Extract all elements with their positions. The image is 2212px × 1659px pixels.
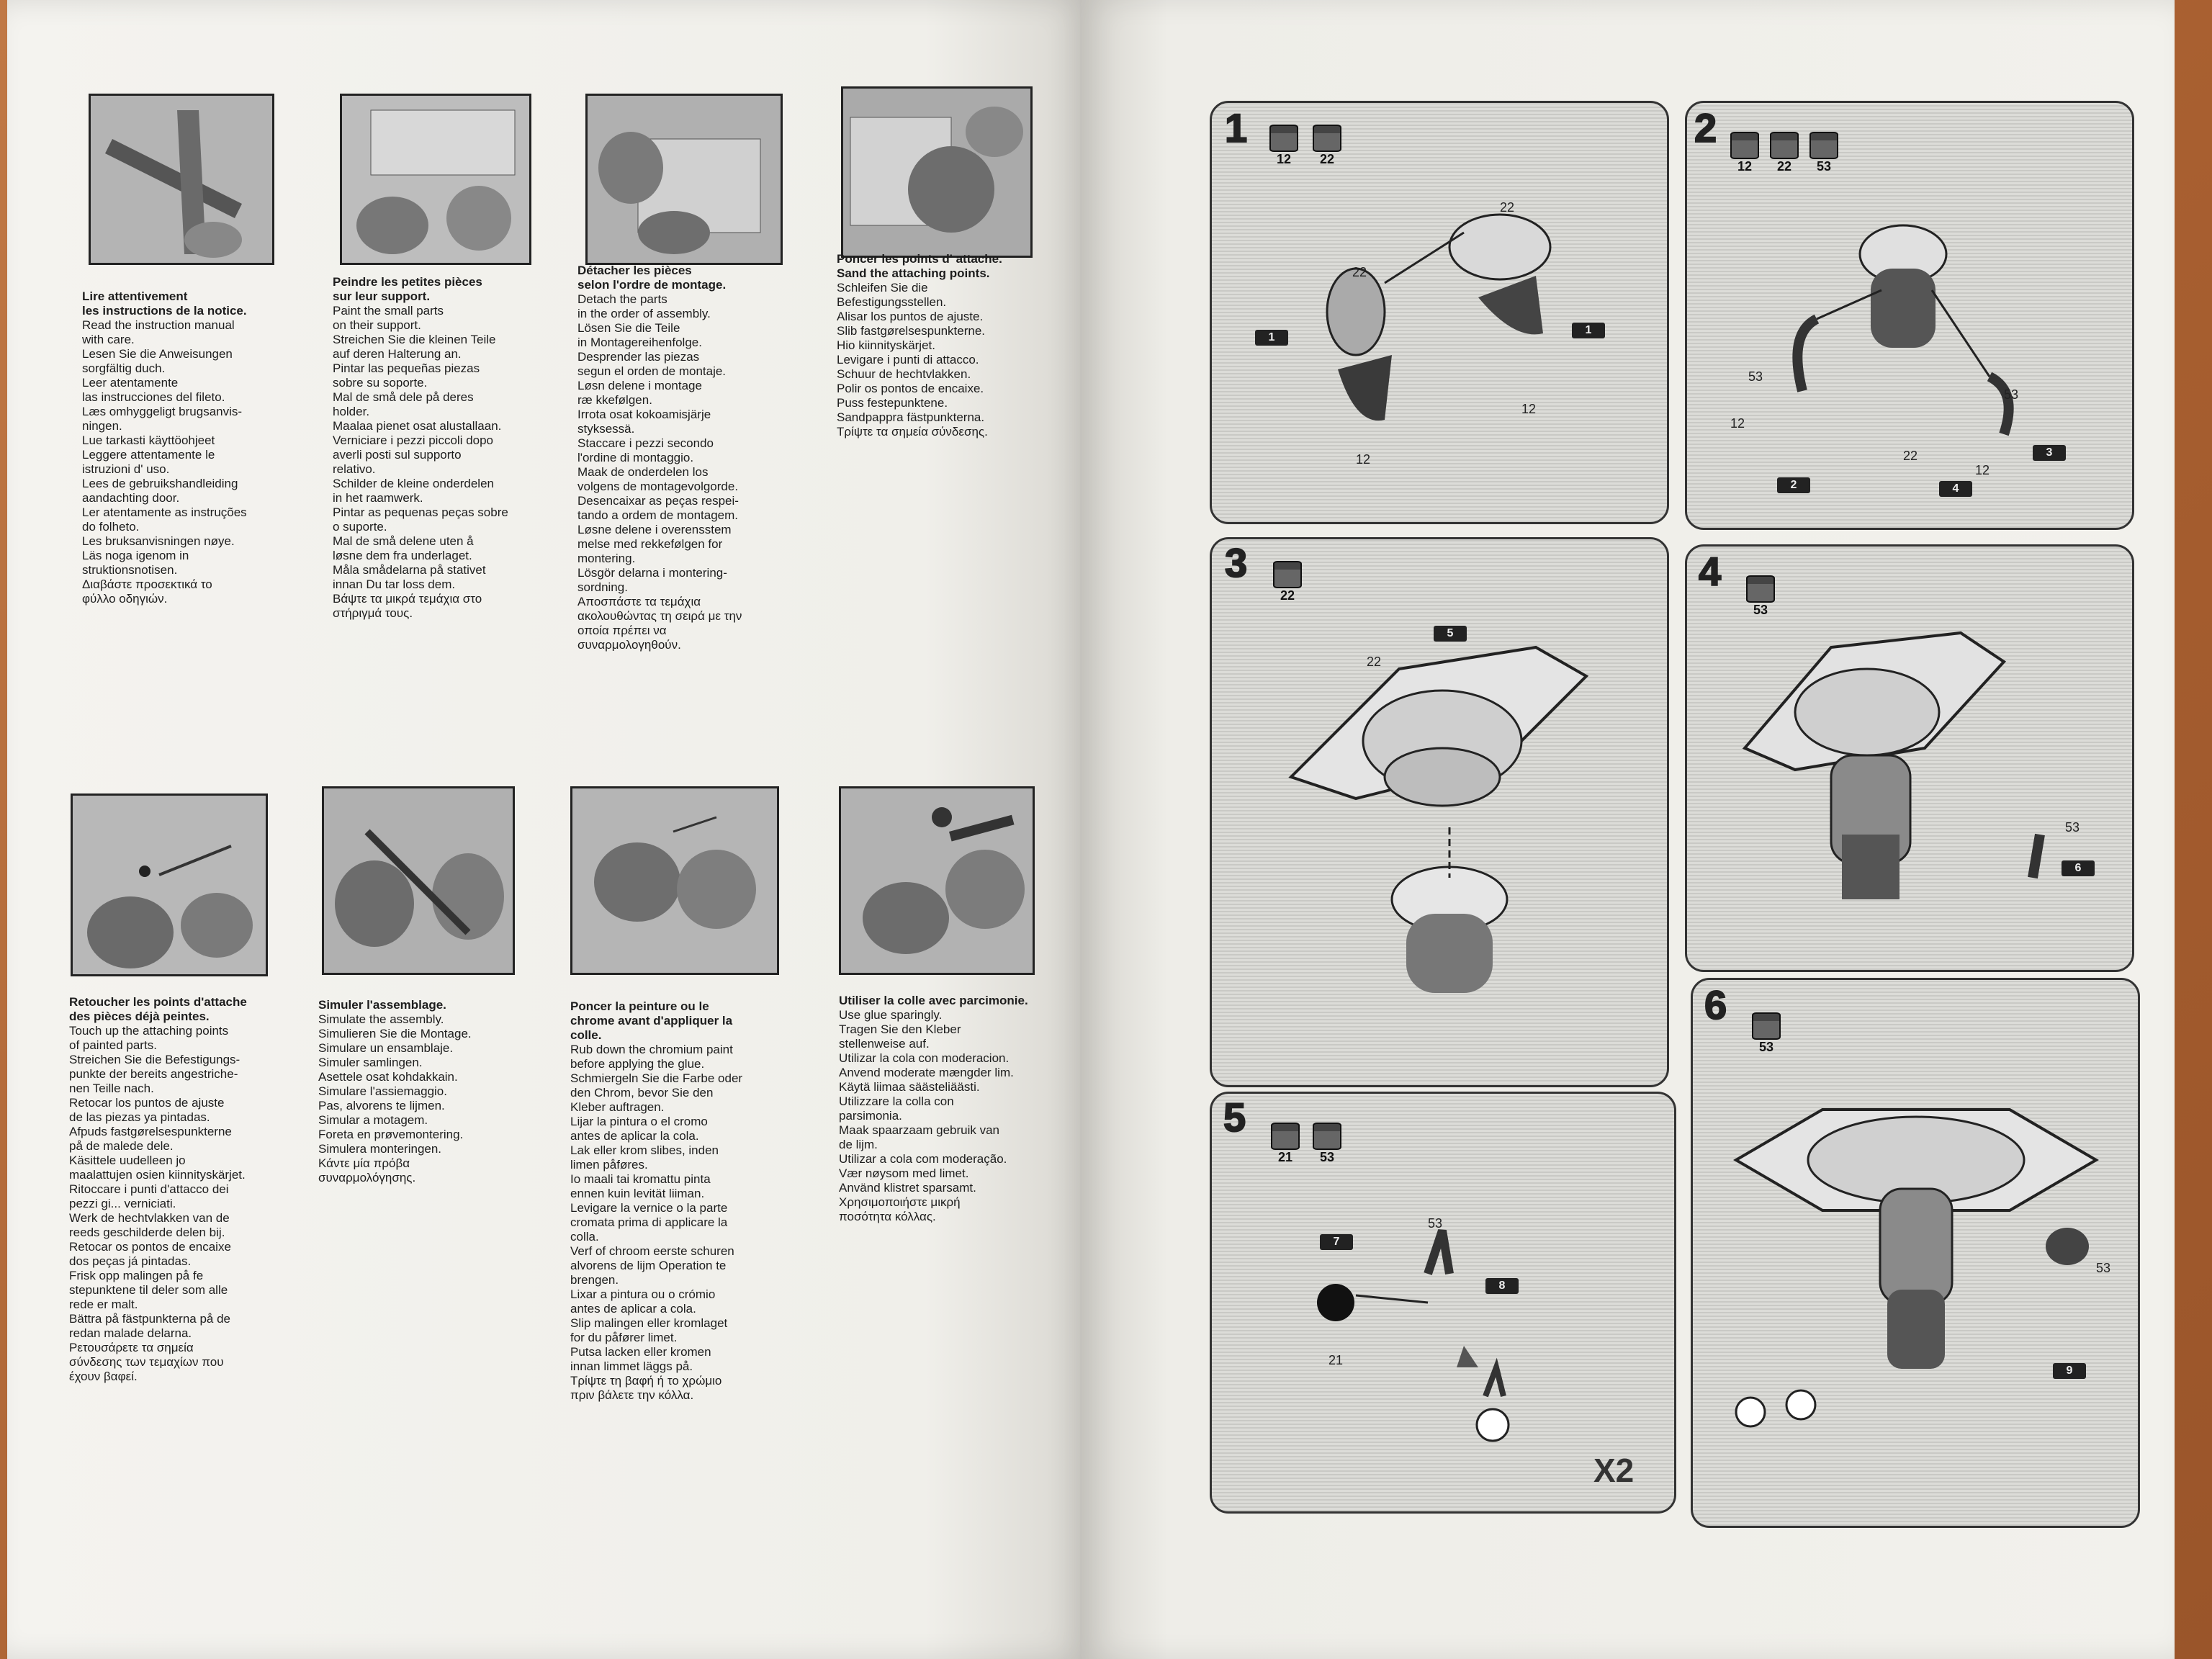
instruction-line: Werk de hechtvlakken van de — [69, 1211, 230, 1225]
step-text-rub-down — [570, 999, 742, 1403]
part-label: 53 — [1428, 1216, 1443, 1231]
instruction-line: Desencaixar as peças respei- — [577, 494, 739, 508]
right-page — [1080, 0, 2175, 1659]
instruction-line: chrome avant d'appliquer la — [570, 1014, 733, 1028]
instruction-line: Schmiergeln Sie die Farbe oder — [570, 1071, 743, 1085]
instruction-line: tando a ordem de montagem. — [577, 508, 739, 522]
instruction-line: colla. — [570, 1230, 599, 1244]
instruction-line: Lue tarkasti käyttöohjeet — [82, 433, 215, 447]
instruction-line: innan limmet läggs på. — [570, 1359, 693, 1373]
instruction-line: Simuler l'assemblage. — [318, 998, 446, 1012]
instruction-line: Χρησιμοποιήστε μικρή — [839, 1195, 961, 1209]
instruction-line: den Chrom, bevor Sie den — [570, 1086, 714, 1100]
assembly-panel-2 — [1685, 101, 2134, 530]
step-text-use-glue — [839, 994, 1028, 1224]
part-label: 53 — [2096, 1261, 2111, 1275]
instruction-line: συναρμολόγησης. — [318, 1171, 416, 1184]
part-tag: 9 — [2053, 1363, 2086, 1379]
instruction-line: sobre su soporte. — [333, 376, 428, 390]
step-text-touch-up — [69, 995, 247, 1384]
step-text-simulate-assembly — [318, 998, 472, 1185]
instruction-line: Retocar os pontos de encaixe — [69, 1240, 231, 1254]
instruction-line: Utilizar la cola con moderacion. — [839, 1051, 1010, 1065]
instruction-line: Puss festepunktene. — [837, 396, 948, 410]
instruction-line: Rub down the chromium paint — [570, 1043, 733, 1056]
paint-pot: 21 — [1271, 1123, 1300, 1165]
instruction-line: Αποσπάστε τα τεμάχια — [577, 595, 701, 608]
part-label: 12 — [1730, 416, 1745, 431]
instruction-line: Poncer les points d' attache. — [837, 252, 1002, 266]
step-photo-use-glue — [839, 786, 1035, 975]
instruction-line: Desprender las piezas — [577, 350, 700, 364]
instruction-line: Käytä liimaa säästeliäästi. — [839, 1080, 980, 1094]
instruction-line: πριν βάλετε την κόλλα. — [570, 1388, 694, 1402]
instruction-line: Løsne delene i overensstem — [577, 523, 732, 536]
instruction-line: sur leur support. — [333, 289, 431, 303]
step-photo-detach-parts — [585, 94, 783, 265]
instruction-line: in the order of assembly. — [577, 307, 711, 320]
instruction-line: Putsa lacken eller kromen — [570, 1345, 711, 1359]
instruction-line: Ritoccare i punti d'attacco dei — [69, 1182, 229, 1196]
instruction-line: Sandpappra fästpunkterna. — [837, 410, 985, 424]
instruction-line: Schuur de hechtvlakken. — [837, 367, 971, 381]
step-photo-paint-parts — [340, 94, 531, 265]
instruction-line: Lak eller krom slibes, inden — [570, 1143, 719, 1157]
instruction-line: Mal de små dele på deres — [333, 390, 474, 404]
instruction-line: Alisar los puntos de ajuste. — [837, 310, 984, 323]
instruction-line: rede er malt. — [69, 1298, 138, 1311]
paint-pot: 22 — [1313, 125, 1341, 167]
part-label: 22 — [1500, 200, 1515, 215]
instruction-line: Schilder de kleine onderdelen — [333, 477, 494, 490]
instruction-line: in Montagereihenfolge. — [577, 336, 702, 349]
paint-pot: 12 — [1730, 132, 1759, 174]
instruction-line: Detach the parts — [577, 292, 667, 306]
paint-pot: 12 — [1269, 125, 1298, 167]
instruction-line: averli posti sul supporto — [333, 448, 462, 462]
instruction-line: punkte der bereits angestriche- — [69, 1067, 238, 1081]
part-label: 53 — [1748, 369, 1763, 384]
instruction-line: selon l'ordre de montage. — [577, 278, 727, 292]
instruction-line: limen påføres. — [570, 1158, 648, 1172]
instruction-line: volgens de montagevolgorde. — [577, 480, 739, 493]
instruction-line: Βάψτε τα μικρά τεμάχια στο — [333, 592, 482, 606]
step-text-read-manual — [82, 289, 247, 606]
part-label: 12 — [1521, 402, 1537, 416]
instruction-line: struktionsnotisen. — [82, 563, 178, 577]
instruction-line: Io maali tai kromattu pinta — [570, 1172, 711, 1186]
instruction-line: segun el orden de montaje. — [577, 364, 727, 378]
instruction-line: Leer atentamente — [82, 376, 179, 390]
part-tag: 3 — [2033, 445, 2066, 461]
instruction-line: parsimonia. — [839, 1109, 902, 1123]
instruction-line: antes de aplicar la cola. — [570, 1129, 699, 1143]
step-photo-read-manual — [89, 94, 274, 265]
step-number: 4 — [1699, 549, 1722, 594]
part-label: 12 — [1975, 463, 1990, 477]
instruction-line: Asettele osat kohdakkain. — [318, 1070, 458, 1084]
instruction-line: Simulera monteringen. — [318, 1142, 442, 1156]
instruction-line: Poncer la peinture ou le — [570, 999, 709, 1013]
step-text-sand-points — [837, 252, 1002, 439]
step-number: 3 — [1225, 540, 1248, 585]
instruction-line: Schleifen Sie die — [837, 281, 928, 295]
instruction-line: Read the instruction manual — [82, 318, 235, 332]
instruction-line: brengen. — [570, 1273, 619, 1287]
instruction-line: Use glue sparingly. — [839, 1008, 943, 1022]
instruction-line: Pintar las pequeñas piezas — [333, 361, 480, 375]
step-number: 5 — [1223, 1094, 1246, 1140]
instruction-line: stepunktene til deler som alle — [69, 1283, 228, 1297]
instruction-line: of painted parts. — [69, 1038, 157, 1052]
part-label: 53 — [2004, 387, 2019, 402]
instruction-line: sordning. — [577, 580, 628, 594]
instruction-line: Τρίψτε τη βαφή ή το χρώμιο — [570, 1374, 722, 1388]
step-photo-sand-points — [841, 86, 1033, 258]
assembly-panel-1 — [1210, 101, 1669, 524]
part-tag: 6 — [2062, 860, 2095, 876]
instruction-line: Simular a motagem. — [318, 1113, 428, 1127]
instruction-line: Simuler samlingen. — [318, 1056, 423, 1069]
instruction-line: Retocar los puntos de ajuste — [69, 1096, 225, 1110]
instruction-line: nen Teille nach. — [69, 1082, 154, 1095]
instruction-line: de las piezas ya pintadas. — [69, 1110, 210, 1124]
instruction-line: Leggere attentamente le — [82, 448, 215, 462]
instruction-line: ningen. — [82, 419, 122, 433]
instruction-line: Anvend moderate mængder lim. — [839, 1066, 1014, 1079]
instruction-line: holder. — [333, 405, 370, 418]
instruction-line: Ler atentamente as instruções — [82, 505, 247, 519]
instruction-line: Lösgör delarna i montering- — [577, 566, 727, 580]
part-label: 22 — [1352, 265, 1367, 279]
instruction-line: στήριγμά τους. — [333, 606, 413, 620]
step-photo-rub-down — [570, 786, 779, 975]
instruction-line: innan Du tar loss dem. — [333, 577, 456, 591]
instruction-line: dos peças já pintadas. — [69, 1254, 192, 1268]
assembly-panel-6 — [1691, 978, 2140, 1528]
step-text-paint-parts — [333, 275, 508, 621]
part-tag: 2 — [1777, 477, 1810, 493]
instruction-line: maalattujen osien kiinnityskärjet. — [69, 1168, 246, 1182]
assembly-panel-5 — [1210, 1092, 1676, 1514]
instruction-line: Ρετουσάρετε τα σημεία — [69, 1341, 194, 1354]
instruction-line: Simulate the assembly. — [318, 1012, 444, 1026]
instruction-line: cromata prima di applicare la — [570, 1215, 728, 1229]
instruction-line: Læs omhyggeligt brugsanvis- — [82, 405, 243, 418]
instruction-line: Sand the attaching points. — [837, 266, 990, 280]
step-text-detach-parts — [577, 264, 742, 652]
instruction-line: Streichen Sie die Befestigungs- — [69, 1053, 240, 1066]
instruction-line: Mal de små delene uten å — [333, 534, 474, 548]
instruction-line: Løsn delene i montage — [577, 379, 702, 392]
instruction-line: Bättra på fästpunkterna på de — [69, 1312, 230, 1326]
instruction-line: auf deren Halterung an. — [333, 347, 462, 361]
instruction-line: Kleber auftragen. — [570, 1100, 665, 1114]
instruction-line: φύλλο οδηγιών. — [82, 592, 168, 606]
instruction-line: Retoucher les points d'attache — [69, 995, 247, 1009]
instruction-line: Använd klistret sparsamt. — [839, 1181, 976, 1195]
instruction-line: συναρμολογηθούν. — [577, 638, 681, 652]
instruction-line: Lixar a pintura ou o crómio — [570, 1287, 716, 1301]
instruction-line: Hio kiinnityskärjet. — [837, 338, 935, 352]
instruction-line: l'ordine di montaggio. — [577, 451, 694, 464]
part-tag: 4 — [1939, 481, 1972, 497]
part-tag: 1 — [1255, 330, 1288, 346]
multiplier-label: X2 — [1593, 1452, 1635, 1489]
instruction-line: ακολουθώντας τη σειρά με την — [577, 609, 742, 623]
instruction-line: aandachting door. — [82, 491, 180, 505]
instruction-line: Détacher les pièces — [577, 264, 692, 277]
instruction-line: o suporte. — [333, 520, 387, 534]
step-number: 6 — [1704, 982, 1727, 1028]
instruction-line: before applying the glue. — [570, 1057, 705, 1071]
instruction-line: styksessä. — [577, 422, 635, 436]
instruction-line: les instructions de la notice. — [82, 304, 247, 318]
instruction-line: Frisk opp malingen på fe — [69, 1269, 204, 1282]
instruction-line: οποία πρέπει να — [577, 624, 667, 637]
instruction-line: Utiliser la colle avec parcimonie. — [839, 994, 1028, 1007]
instruction-line: Irrota osat kokoamisjärje — [577, 408, 711, 421]
part-label: 12 — [1356, 452, 1371, 467]
instruction-line: sorgfältig duch. — [82, 361, 166, 375]
instruction-line: las instrucciones del fileto. — [82, 390, 225, 404]
instruction-line: Maak de onderdelen los — [577, 465, 709, 479]
instruction-line: Utilizzare la colla con — [839, 1094, 954, 1108]
instruction-line: Pas, alvorens te lijmen. — [318, 1099, 445, 1112]
paint-pot: 53 — [1809, 132, 1838, 174]
instruction-line: Slib fastgørelsespunkterne. — [837, 324, 985, 338]
instruction-line: istruzioni d' uso. — [82, 462, 170, 476]
instruction-line: Les bruksanvisningen nøye. — [82, 534, 235, 548]
instruction-line: Paint the small parts — [333, 304, 444, 318]
instruction-line: Lesen Sie die Anweisungen — [82, 347, 233, 361]
instruction-line: Levigare i punti di attacco. — [837, 353, 979, 367]
instruction-line: Läs noga igenom in — [82, 549, 189, 562]
instruction-line: Foreta en prøvemontering. — [318, 1128, 464, 1141]
instruction-line: σύνδεσης των τεμαχίων που — [69, 1355, 224, 1369]
instruction-line: ποσότητα κόλλας. — [839, 1210, 936, 1223]
instruction-line: Befestigungsstellen. — [837, 295, 947, 309]
instruction-line: with care. — [82, 333, 135, 346]
instruction-line: ennen kuin levität liiman. — [570, 1187, 705, 1200]
part-tag: 7 — [1320, 1234, 1353, 1250]
instruction-line: Lösen Sie die Teile — [577, 321, 680, 335]
instruction-line: Simulare l'assiemaggio. — [318, 1084, 447, 1098]
instruction-line: Måla smådelarna på stativet — [333, 563, 486, 577]
instruction-line: on their support. — [333, 318, 421, 332]
part-label: 53 — [2065, 820, 2080, 835]
part-label: 21 — [1328, 1353, 1344, 1367]
paint-pot: 53 — [1746, 575, 1775, 618]
instruction-line: for du påfører limet. — [570, 1331, 678, 1344]
part-label: 22 — [1367, 655, 1382, 669]
paint-pot: 22 — [1770, 132, 1799, 174]
instruction-line: Staccare i pezzi secondo — [577, 436, 714, 450]
part-tag: 5 — [1434, 626, 1467, 642]
instruction-line: relativo. — [333, 462, 376, 476]
instruction-line: Lire attentivement — [82, 289, 188, 303]
step-photo-simulate-assembly — [322, 786, 515, 975]
assembly-panel-4 — [1685, 544, 2134, 972]
instruction-line: Maalaa pienet osat alustallaan. — [333, 419, 502, 433]
instruction-line: Verniciare i pezzi piccoli dopo — [333, 433, 494, 447]
instruction-line: Touch up the attaching points — [69, 1024, 229, 1038]
instruction-line: melse med rekkefølgen for — [577, 537, 723, 551]
assembly-panel-3 — [1210, 537, 1669, 1087]
instruction-line: Maak spaarzaam gebruik van — [839, 1123, 1000, 1137]
instruction-line: Afpuds fastgørelsespunkterne — [69, 1125, 232, 1138]
instruction-line: έχουν βαφεί. — [69, 1370, 138, 1383]
instruction-line: Polir os pontos de encaixe. — [837, 382, 984, 395]
instruction-line: Διαβάστε προσεκτικά το — [82, 577, 212, 591]
instruction-line: Vær nøysom med limet. — [839, 1166, 969, 1180]
part-tag: 8 — [1485, 1278, 1519, 1294]
step-number: 2 — [1694, 105, 1717, 150]
step-photo-touch-up — [71, 793, 268, 976]
instruction-line: colle. — [570, 1028, 602, 1042]
left-page — [7, 0, 1087, 1659]
instruction-line: på de malede dele. — [69, 1139, 174, 1153]
instruction-line: Peindre les petites pièces — [333, 275, 482, 289]
instruction-line: Käsittele uudelleen jo — [69, 1154, 186, 1167]
instruction-line: redan malade delarna. — [69, 1326, 192, 1340]
instruction-line: Lijar la pintura o el cromo — [570, 1115, 708, 1128]
instruction-line: ræ kkefølgen. — [577, 393, 652, 407]
instruction-line: Tragen Sie den Kleber — [839, 1022, 961, 1036]
instruction-line: des pièces déjà peintes. — [69, 1010, 210, 1023]
instruction-line: in het raamwerk. — [333, 491, 423, 505]
instruction-line: reeds geschilderde delen bij. — [69, 1226, 225, 1239]
instruction-line: Τρίψτε τα σημεία σύνδεσης. — [837, 425, 988, 439]
instruction-line: Κάντε μία πρόβα — [318, 1156, 410, 1170]
instruction-line: de lijm. — [839, 1138, 878, 1151]
step-number: 1 — [1225, 105, 1248, 150]
instruction-line: løsne dem fra underlaget. — [333, 549, 472, 562]
instruction-line: do folheto. — [82, 520, 140, 534]
instruction-line: antes de aplicar a cola. — [570, 1302, 696, 1316]
instruction-line: Lees de gebruikshandleiding — [82, 477, 238, 490]
instruction-line: Simulare un ensamblaje. — [318, 1041, 454, 1055]
instruction-line: Utilizar a cola com moderação. — [839, 1152, 1007, 1166]
instruction-line: stellenweise auf. — [839, 1037, 930, 1051]
instruction-line: Simulieren Sie die Montage. — [318, 1027, 472, 1040]
instruction-line: Streichen Sie die kleinen Teile — [333, 333, 496, 346]
instruction-line: Slip malingen eller kromlaget — [570, 1316, 728, 1330]
instruction-line: Pintar as pequenas peças sobre — [333, 505, 508, 519]
part-label: 22 — [1903, 449, 1918, 463]
instruction-line: alvorens de lijm Operation te — [570, 1259, 727, 1272]
instruction-line: montering. — [577, 552, 636, 565]
instruction-line: Verf of chroom eerste schuren — [570, 1244, 734, 1258]
instruction-line: pezzi gi... verniciati. — [69, 1197, 176, 1210]
part-tag: 1 — [1572, 323, 1605, 338]
paint-pot: 53 — [1752, 1012, 1781, 1055]
paint-pot: 53 — [1313, 1123, 1341, 1165]
instruction-line: Levigare la vernice o la parte — [570, 1201, 728, 1215]
paint-pot: 22 — [1273, 561, 1302, 603]
